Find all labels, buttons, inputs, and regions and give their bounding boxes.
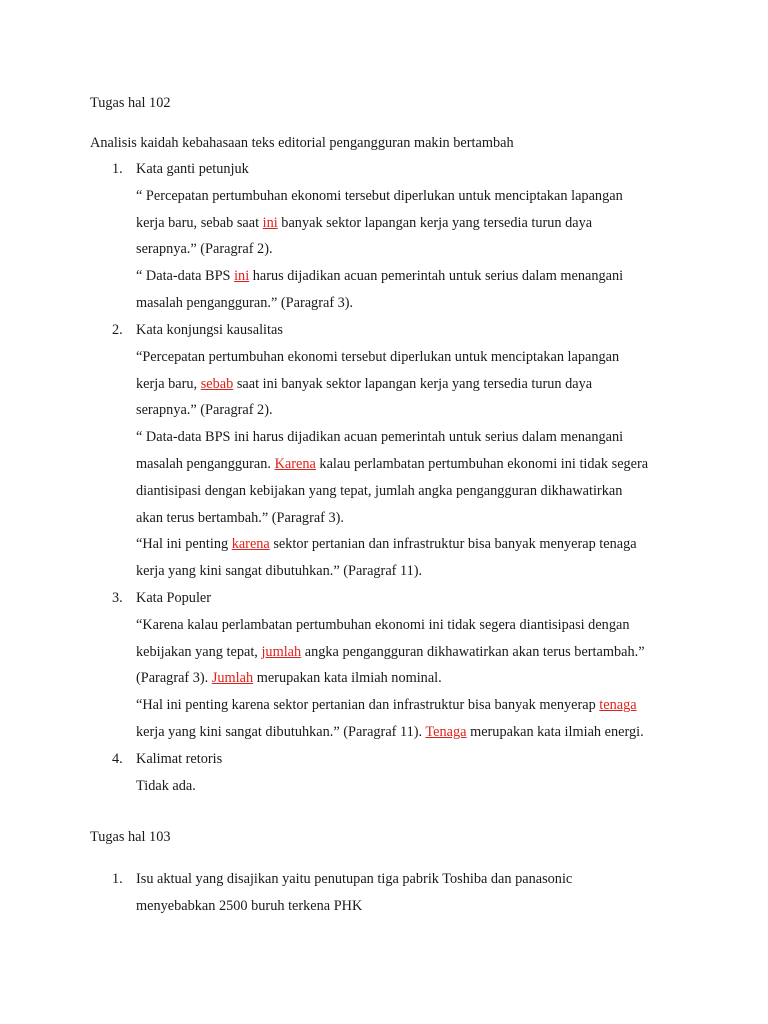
paragraph-line: [136, 187, 623, 205]
text-segment: kerja baru,: [136, 375, 201, 392]
paragraph-line: [136, 509, 344, 527]
text-segment: “Percepatan pertumbuhan ekonomi tersebut diperlukan untuk menciptakan lapangan: [136, 348, 620, 365]
list-item-title: Kata ganti petunjuk: [136, 161, 249, 177]
highlighted-word: jumlah: [261, 643, 302, 660]
text-segment: harus dijadikan acuan pemerintah untuk serius dalam menangani: [249, 268, 624, 285]
paragraph-line: [136, 535, 637, 553]
list-number: 1.: [112, 871, 123, 887]
highlighted-word: karena: [231, 536, 270, 553]
text-segment: “ Data-data BPS ini harus dijadikan acuan pemerintah untuk serius dalam menangani: [136, 429, 624, 446]
text-segment: “Hal ini penting karena sektor pertanian dan infrastruktur bisa banyak menyerap: [136, 697, 600, 714]
text-segment: masalah pengangguran.” (Paragraf 3).: [136, 295, 354, 311]
list-item-title: Kata konjungsi kausalitas: [136, 322, 283, 338]
highlighted-word: Jumlah: [211, 670, 254, 687]
text-segment: angka pengangguran dikhawatirkan akan terus bertambah.”: [301, 643, 645, 660]
text-segment: akan terus bertambah.” (Paragraf 3).: [136, 509, 344, 526]
section-heading-2: Tugas hal 103: [90, 829, 171, 845]
paragraph-line: [136, 428, 623, 446]
highlighted-word: ini: [262, 214, 278, 231]
paragraph-line: [136, 777, 196, 795]
text-segment: kerja yang kini sangat dibutuhkan.” (Paragraf 11).: [136, 724, 426, 740]
text-segment: “Hal ini penting: [136, 536, 232, 553]
paragraph-line: [136, 482, 622, 500]
text-segment: kalau perlambatan pertumbuhan ekonomi ini tidak segera: [315, 456, 649, 472]
paragraph-line: [136, 616, 629, 634]
paragraph-line: [136, 401, 273, 419]
highlighted-word: Tenaga: [425, 724, 467, 740]
text-segment: masalah pengangguran.: [136, 456, 275, 472]
text-segment: “ Data-data BPS: [136, 268, 235, 285]
text-segment: kebijakan yang tepat,: [136, 643, 262, 660]
list-item-title: Kata Populer: [136, 590, 212, 606]
paragraph-line: [136, 723, 644, 741]
text-segment: serapnya.” (Paragraf 2).: [136, 241, 273, 258]
paragraph-line: [136, 562, 422, 580]
paragraph-line: [136, 348, 619, 366]
paragraph-line: menyebabkan 2500 buruh terkena PHK: [136, 897, 363, 914]
text-segment: “ Percepatan pertumbuhan ekonomi tersebut diperlukan untuk menciptakan lapangan: [136, 187, 623, 204]
paragraph-line: [136, 696, 637, 714]
paragraph-line: [136, 643, 645, 661]
text-segment: kerja yang kini sangat dibutuhkan.” (Paragraf 11).: [136, 563, 423, 580]
list-number: 2.: [112, 322, 123, 338]
highlighted-word: ini: [234, 268, 250, 285]
section-heading-1: Tugas hal 102: [90, 95, 171, 111]
paragraph-line: [136, 240, 273, 258]
paragraph-line: [136, 455, 648, 473]
paragraph-line: [136, 669, 442, 687]
text-segment: (Paragraf 3).: [136, 670, 212, 687]
text-segment: sektor pertanian dan infrastruktur bisa banyak menyerap tenaga: [269, 536, 637, 553]
list-number: 1.: [112, 161, 123, 177]
text-segment: kerja baru, sebab saat: [136, 214, 263, 231]
text-segment: banyak sektor lapangan kerja yang tersedia turun daya: [277, 214, 593, 231]
section-intro: Analisis kaidah kebahasaan teks editorial pengangguran makin bertambah: [90, 135, 514, 151]
text-segment: serapnya.” (Paragraf 2).: [136, 402, 273, 419]
list-number: 3.: [112, 590, 123, 606]
highlighted-word: sebab: [200, 375, 234, 392]
highlighted-word: Karena: [274, 456, 316, 472]
paragraph-line: [136, 294, 353, 312]
text-segment: saat ini banyak sektor lapangan kerja yang tersedia turun daya: [233, 375, 593, 392]
paragraph-line: [136, 375, 592, 393]
list-item-title: Kalimat retoris: [136, 751, 223, 767]
text-segment: Tidak ada.: [136, 777, 196, 794]
text-segment: “Karena kalau perlambatan pertumbuhan ekonomi ini tidak segera diantisipasi dengan: [136, 616, 630, 633]
highlighted-word: tenaga: [599, 697, 637, 714]
text-segment: merupakan kata ilmiah energi.: [466, 724, 644, 740]
list-number: 4.: [112, 751, 123, 767]
text-segment: merupakan kata ilmiah nominal.: [253, 670, 442, 687]
text-segment: diantisipasi dengan kebijakan yang tepat, jumlah angka pengangguran dikhawatirkan: [136, 482, 623, 499]
paragraph-line: [136, 214, 592, 232]
paragraph-line: Isu aktual yang disajikan yaitu penutupan tiga pabrik Toshiba dan panasonic: [136, 871, 573, 887]
paragraph-line: [136, 267, 623, 285]
